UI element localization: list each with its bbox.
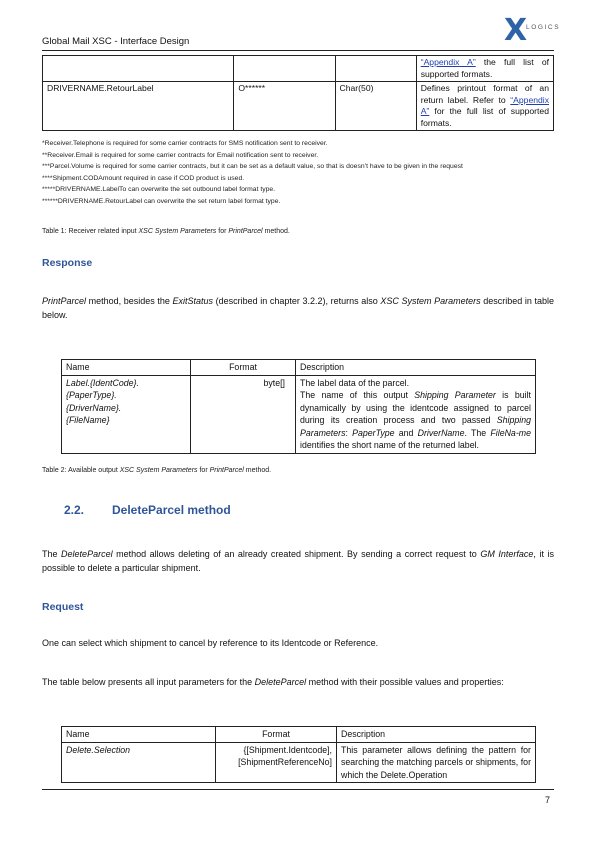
caption-text: PrintParcel xyxy=(209,467,244,474)
receiver-params-table-continued xyxy=(42,55,554,131)
caption-text: Table 2: Available output xyxy=(42,467,120,474)
footnote: ******DRIVERNAME.RetourLabel can overwrite the set return label format type. xyxy=(42,197,281,205)
table-cell xyxy=(416,56,553,82)
para-text: method with their possible values and properties: xyxy=(306,677,504,687)
param-requirement: O****** xyxy=(234,82,335,131)
table-1-caption xyxy=(42,228,290,235)
column-header-format: Format xyxy=(216,727,337,743)
section-number: 2.2. xyxy=(64,503,85,517)
table-row xyxy=(62,375,536,453)
para-text: method allows deleting of an already created shipment. By sending a correct request to xyxy=(112,549,481,559)
xlogics-logo xyxy=(504,13,561,50)
output-params-table xyxy=(61,359,536,454)
format-line: [ShipmentReferenceNo] xyxy=(238,757,332,767)
caption-text: Table 1: Receiver related input xyxy=(42,228,139,235)
param-format: byte[] xyxy=(191,375,296,453)
response-paragraph xyxy=(42,295,554,322)
name-line: {FileName} xyxy=(66,415,110,425)
column-header-description: Description xyxy=(296,360,536,376)
para-text: DeleteParcel xyxy=(254,677,307,687)
section-title: DeleteParcel method xyxy=(112,503,231,517)
cell-text: Defines printout format of an return label. Refer to xyxy=(420,83,549,105)
caption-text: for xyxy=(216,228,229,235)
input-params-table xyxy=(61,726,536,783)
para-text: method, besides the xyxy=(86,296,173,306)
para-text: (described in chapter 3.2.2), returns also xyxy=(213,296,381,306)
table-2-caption xyxy=(42,467,271,474)
desc-line: The label data of the parcel. xyxy=(300,377,410,388)
footnote: ****Shipment.CODAmount required in case if COD product is used. xyxy=(42,174,245,182)
footnote: ***Parcel.Volume is required for some carrier contracts, but it can be set as a default value, so that is doesn’t have to be given in the request xyxy=(42,163,463,170)
param-name xyxy=(62,742,216,783)
caption-text: XSC System Parameters xyxy=(119,467,198,474)
param-description xyxy=(416,82,553,131)
para-text: GM Interface xyxy=(480,549,534,559)
name-line: {PaperType}. xyxy=(66,390,117,400)
para-text: XSC System Parameters xyxy=(380,296,481,306)
param-description: This parameter allows defining the pattern for searching the matching parcels or shipments, for which the Delete.Operation xyxy=(337,742,536,783)
cell-text: for the full list of supported formats. xyxy=(420,106,549,128)
header-rule xyxy=(42,50,554,51)
para-text: The xyxy=(42,549,62,559)
table-header-row xyxy=(62,727,536,743)
desc-text: Shipping Parameter xyxy=(414,390,496,400)
cell-text: the full list of supported formats. xyxy=(420,57,549,79)
logo-mark: X xyxy=(504,13,528,48)
param-name xyxy=(62,375,191,453)
footnote: **Receiver.Email is required for some carrier contracts for Email notification sent to receiver. xyxy=(42,151,319,159)
table-row xyxy=(43,82,554,131)
para-text: DeleteParcel xyxy=(61,549,113,559)
desc-text: identifies the short name of the returned label. xyxy=(300,440,479,450)
desc-text: The name of this output xyxy=(300,390,415,400)
caption-text: for xyxy=(197,467,210,474)
desc-text: DriverName xyxy=(417,427,465,438)
desc-text: . The xyxy=(464,427,491,438)
logo-word: LOGICS xyxy=(526,24,561,31)
name-text: Delete.Selection xyxy=(66,744,131,755)
footnote: *****DRIVERNAME.LabelTo can overwrite the set outbound label format type. xyxy=(42,186,276,193)
footnote: *Receiver.Telephone is required for some carrier contracts for SMS notification sent to receiver. xyxy=(42,140,328,147)
appendix-a-link[interactable]: “Appendix A” xyxy=(420,94,549,116)
format-line: {[Shipment.Identcode], xyxy=(243,744,332,755)
desc-text: : xyxy=(345,427,353,438)
footer-rule xyxy=(42,789,554,790)
table-cell xyxy=(335,56,416,82)
caption-text: method. xyxy=(262,228,290,235)
request-paragraph-1: One can select which shipment to cancel by reference to its Identcode or Reference. xyxy=(42,638,379,648)
name-line: {DriverName}. xyxy=(66,402,122,413)
para-text: described in table below. xyxy=(42,296,554,320)
name-line: Label.{IdentCode}. xyxy=(66,377,139,388)
desc-text: FileNa-me xyxy=(490,427,531,438)
appendix-a-link[interactable]: “Appendix A” xyxy=(420,57,476,67)
caption-text: method. xyxy=(243,467,272,474)
param-name: DRIVERNAME.RetourLabel xyxy=(43,82,234,131)
param-format xyxy=(216,742,337,783)
desc-text: and xyxy=(394,427,418,438)
request-paragraph-2 xyxy=(42,676,554,690)
document-header-title: Global Mail XSC - Interface Design xyxy=(42,36,190,47)
section-paragraph xyxy=(42,548,554,575)
column-header-name: Name xyxy=(62,360,191,376)
para-text: , it is possible to delete a particular shipment. xyxy=(42,549,554,573)
para-text: PrintParcel xyxy=(42,296,87,306)
table-row xyxy=(43,56,554,82)
param-type: Char(50) xyxy=(335,82,416,131)
column-header-format: Format xyxy=(191,360,296,376)
para-text: The table below presents all input parameters for the xyxy=(42,677,255,687)
footnotes xyxy=(42,138,554,207)
para-text: ExitStatus xyxy=(172,296,214,306)
page-number: 7 xyxy=(545,795,551,805)
table-cell xyxy=(234,56,335,82)
table-cell xyxy=(43,56,234,82)
table-header-row xyxy=(62,360,536,376)
desc-text: is built dynamically by using the identcode assigned to parcel during its creation process and two passed xyxy=(300,390,531,425)
table-row xyxy=(62,742,536,783)
desc-text: Shipping Parameters xyxy=(300,415,531,438)
request-heading: Request xyxy=(42,601,84,613)
column-header-description: Description xyxy=(337,727,536,743)
response-heading: Response xyxy=(42,257,93,269)
param-description xyxy=(296,375,536,453)
desc-text: PaperType xyxy=(352,427,395,438)
column-header-name: Name xyxy=(62,727,216,743)
caption-text: XSC System Parameters xyxy=(138,228,217,235)
caption-text: PrintParcel xyxy=(228,228,263,235)
